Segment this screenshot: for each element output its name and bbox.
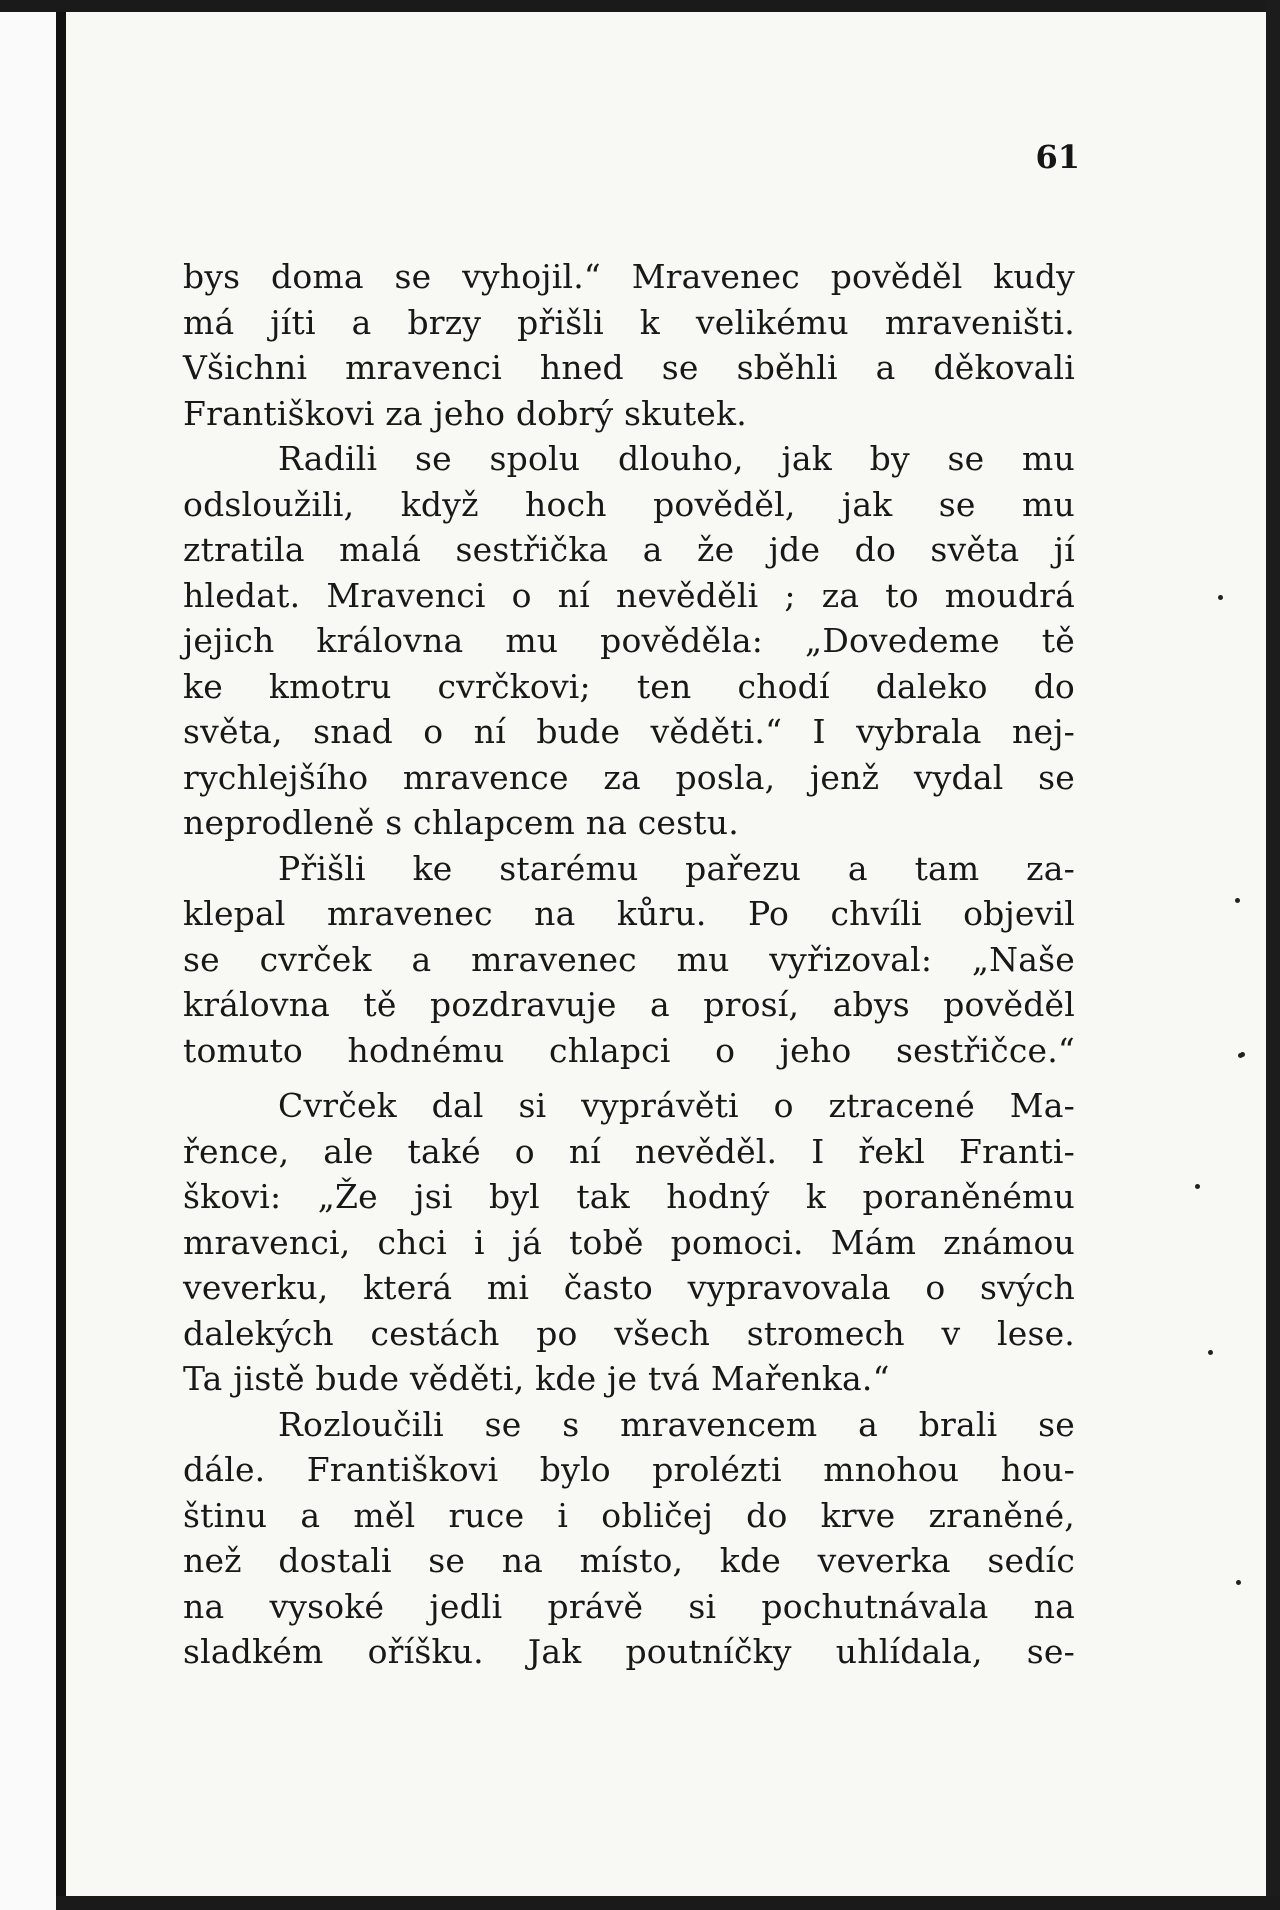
page-edge-bottom	[56, 1896, 1280, 1910]
scan-speck	[1235, 898, 1240, 903]
scan-speck	[1195, 1184, 1200, 1189]
text-line: se cvrček a mravenec mu vyřizoval: „Naše	[183, 939, 1075, 979]
text-line: tomuto hodnému chlapci o jeho sestřičce.“	[183, 1030, 1075, 1070]
text-line: jejich královna mu pověděla: „Dovedeme tě	[183, 621, 1075, 660]
text-line: Cvrček dal si vyprávěti o ztracené Ma-	[278, 1086, 1075, 1125]
text-line: klepal mravenec na kůru. Po chvíli objevil	[183, 894, 1075, 933]
text-line: dále. Františkovi bylo prolézti mnohou hou-	[183, 1450, 1075, 1489]
text-line: Ta jistě bude věděti, kde je tvá Mařenka.“	[183, 1359, 890, 1398]
scan-speck	[1208, 1350, 1213, 1355]
text-line: odsloužili, když hoch pověděl, jak se mu	[183, 484, 1075, 524]
text-line: neprodleně s chlapcem na cestu.	[183, 803, 739, 842]
scan-speck	[1236, 1580, 1241, 1585]
text-line: královna tě pozdravuje a prosí, abys pověděl	[183, 985, 1075, 1024]
paragraph-gap	[183, 1073, 1075, 1083]
text-line: dalekých cestách po všech stromech v lese.	[183, 1313, 1075, 1353]
page-edge-left	[56, 0, 66, 1910]
text-line: ke kmotru cvrčkovi; ten chodí daleko do	[183, 666, 1075, 706]
text-line: škovi: „Že jsi byl tak hodný k poraněnému	[183, 1177, 1075, 1216]
text-line: na vysoké jedli právě si pochutnávala na	[183, 1586, 1075, 1626]
page-number: 61	[1035, 138, 1080, 176]
page-edge-right	[1266, 0, 1280, 1910]
text-line: Přišli ke starému pařezu a tam za-	[278, 848, 1075, 888]
text-line: ztratila malá sestřička a že jde do světa jí	[183, 530, 1075, 569]
text-line: štinu a měl ruce i obličej do krve zraněné,	[183, 1495, 1075, 1535]
text-line: hledat. Mravenci o ní nevěděli ; za to moudrá	[183, 575, 1075, 615]
page-edge-top	[0, 0, 1280, 12]
text-line: světa, snad o ní bude věděti.“ I vybrala nej-	[183, 712, 1075, 751]
text-line: Všichni mravenci hned se sběhli a děkovali	[183, 348, 1075, 387]
text-line: má jíti a brzy přišli k velikému mraveništi.	[183, 302, 1075, 342]
text-line: sladkém oříšku. Jak poutníčky uhlídala, se-	[183, 1632, 1075, 1671]
text-line: rychlejšího mravence za posla, jenž vydal se	[183, 757, 1075, 797]
text-line: řence, ale také o ní nevěděl. I řekl Franti-	[183, 1131, 1075, 1171]
text-line: bys doma se vyhojil.“ Mravenec pověděl kudy	[183, 257, 1075, 296]
scan-margin-left	[0, 0, 56, 1910]
body-text	[183, 254, 1075, 1675]
scan-speck	[1238, 1053, 1243, 1058]
text-line: Rozloučili se s mravencem a brali se	[278, 1404, 1075, 1444]
text-line: než dostali se na místo, kde veverka sedíc	[183, 1541, 1075, 1580]
text-line: mravenci, chci i já tobě pomoci. Mám známou	[183, 1222, 1075, 1262]
text-line: veverku, která mi často vypravovala o svých	[183, 1268, 1075, 1307]
text-line: Radili se spolu dlouho, jak by se mu	[278, 439, 1075, 478]
text-line: Františkovi za jeho dobrý skutek.	[183, 393, 747, 433]
scan-speck	[1218, 595, 1223, 600]
